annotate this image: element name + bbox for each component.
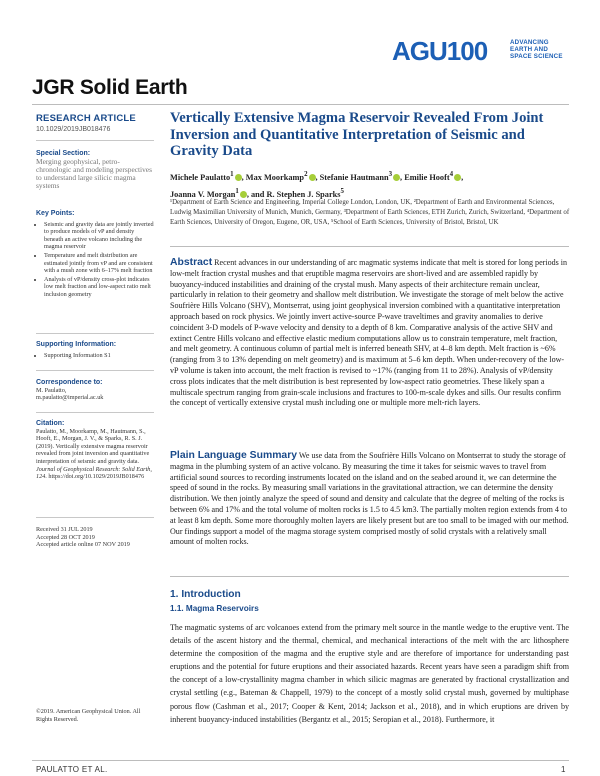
key-points [36, 210, 154, 300]
affiliation-divider [170, 246, 569, 247]
author-name: R. Stephen J. Sparks [266, 189, 341, 199]
copyright-notice: ©2019. American Geophysical Union. All Rights Reserved. [36, 708, 141, 723]
sidebar-divider [36, 140, 154, 141]
article-type: RESEARCH ARTICLE [36, 113, 136, 124]
article-doi[interactable]: 10.1029/2019JB018476 [36, 126, 111, 133]
footer-running-head: PAULATTO ET AL. [36, 765, 108, 774]
author-name: Joanna V. Morgan [170, 189, 236, 199]
key-points-heading: Key Points: [36, 210, 75, 217]
sidebar-divider [36, 370, 154, 371]
supporting-information [36, 341, 154, 360]
special-section [36, 150, 154, 190]
agu-logo-mark: AGU100 [392, 36, 488, 66]
article-title: Vertically Extensive Magma Reservoir Revealed From Joint Inversion and Quantitative Interpretation of Seismic and Gravity Data [170, 110, 544, 160]
journal-name: JGR Solid Earth [32, 76, 188, 99]
author-name: Michele Paulatto [170, 172, 231, 182]
article-dates [36, 526, 154, 549]
author-name: Emilie Hooft [404, 172, 450, 182]
abstract-heading: Abstract [170, 257, 213, 268]
supporting-link[interactable]: • Supporting Information S1 [44, 352, 154, 360]
citation-heading: Citation: [36, 420, 65, 427]
special-section-heading: Special Section: [36, 150, 91, 157]
supporting-heading: Supporting Information: [36, 341, 117, 348]
correspondence [36, 379, 154, 402]
citation-text: Paulatto, M., Moorkamp, M., Hautmann, S., Hooft, E., Morgan, J. V., & Sparks, R. S. J. (2019). Vertically extensive magma reservoir revealed from joint inversion and quantitative interpretation of seismic and gravity data. Journal of Geophysical Research: Solid Earth, 124. https://doi.org/10.1029/2019JB018476 [36, 427, 152, 481]
author-name: Max Moorkamp [245, 172, 305, 182]
key-point-item: • Temperature and melt distribution are estimated jointly from vP and are consistent with a mush zone with 6–17% melt fraction [44, 252, 154, 275]
author-name: Stefanie Hautmann [319, 172, 389, 182]
agu100-logo [392, 30, 574, 66]
affiliations: ¹Department of Earth Science and Engineering, Imperial College London, London, UK, ²Department of Earth and Environmental Sciences, Ludwig Maximilian University of Munich, Munich, Germany, ³Department of Earth Sciences, ETH Zurich, Zurich, Switzerland, ⁴Department of Earth Sciences, University of Oregon, Eugene, OR, USA, ⁵School of Earth Sciences, University of Bristol, Bristol, UK [170, 199, 570, 226]
orcid-icon[interactable] [309, 174, 316, 181]
plain-language-text: We use data from the Soufrière Hills Volcano on Montserrat to study the storage of magma in the plumbing system of an active volcano. By measuring the time it takes for seismic waves to travel from artificial sound sources to recording instruments located on the island and on the seabed around it, we can determine the speed of sound in the rocks. By measuring small variations in the gravitational attraction, we can determine the density distribution. We then jointly analyze the speed of sound and density and calculate that the degree of melting of the rocks is between 6% and 17% and the total volume of molten rocks is 1.5 to 4.5 km3. The partially molten region extends from 4 to at least 8 km depth. Some more thoroughly molten layers are likely present but are too small to be imaged with our method. Our findings support a model of the magma storage system comprised mostly of solid crystals with a relatively small amount of molten rocks. [170, 451, 569, 547]
correspondence-email[interactable]: m.paulatto@imperial.ac.uk [36, 394, 104, 402]
footer-divider [32, 760, 569, 761]
orcid-icon[interactable] [240, 191, 247, 198]
plain-language-summary [170, 451, 569, 548]
page-number: 1 [561, 765, 566, 774]
date-received: Received 31 JUL 2019 [36, 526, 93, 533]
correspondence-name: M. Paulatto, [36, 386, 67, 394]
agu-logo-tagline: ADVANCING EARTH AND SPACE SCIENCE [510, 39, 563, 60]
citation [36, 420, 154, 481]
key-point-item: • Seismic and gravity data are jointly inverted to produce models of vP and density beneath an active volcano including the magma reservoir [44, 221, 154, 251]
abstract [170, 258, 569, 409]
author-list: Michele Paulatto$^1$ , Max Moorkamp$^2$ , Stefanie Hautmann$^3$ , Emilie Hooft$^4$ , Joanna V. Morgan$^1$ , and R. Stephen J. Sparks$^5$ [170, 171, 464, 199]
orcid-icon[interactable] [393, 174, 400, 181]
sidebar-divider [36, 517, 154, 518]
abstract-text: Recent advances in our understanding of arc magmatic systems indicate that melt is stored for long periods in low-melt fraction crystal mushes and that eruptible magma reservoirs are short-lived and are assembled rapidly by buoyancy-induced instabilities and draining of the crystal mush. Many aspects of their architecture remain unclear, particularly in relation to their geometry and shallow melt distribution. We investigate the storage of melt below the active Soufrière Hills Volcano (SHV), Montserrat, using joint geophysical inversion combined with a quantitative interpretation approach based on rock physics. We jointly invert active-source P-wave traveltimes and gravity anomalies to derive coincident 3-D models of P-wave velocity and density to a depth of 8 km. Comparative analysis of the active SHV and extinct Centre Hills volcano and effective elastic medium computations allow us to constrain temperature, melt fraction, and melt geometry. A continuous column of partial melt is inferred beneath SHV, at 4–8 km depth. Melt fraction is ~6% (ranging from 3 to 13% depending on melt geometry) and is maximum at 5–6 km depth. When under-recovery of the low-vP volume is taken into account, the melt fraction is revised to ~17% (ranging from 11 to 28%). Analysis of vP/density cross plots indicates that the melt distribution is best represented by low-aspect ratio geometries. These likely span a multiscale spectrum ranging from grain-scale inclusions and fractures to 100-m-scale dykes and sills. Our results confirm the concept of vertically extensive crystal mush including one or multiple more melt-rich layers. [170, 258, 568, 408]
subsection-heading: 1.1. Magma Reservoirs [170, 604, 259, 613]
orcid-icon[interactable] [235, 174, 242, 181]
date-accepted: Accepted 28 OCT 2019 [36, 533, 95, 541]
orcid-icon[interactable] [454, 174, 461, 181]
section-heading: 1. Introduction [170, 589, 241, 600]
plain-language-heading: Plain Language Summary [170, 450, 298, 461]
key-point-item: • Analysis of vP/density cross-plot indicates low melt fraction and low-aspect ratio melt inclusion geometry [44, 276, 154, 299]
body-divider [170, 576, 569, 577]
sidebar-divider [36, 333, 154, 334]
special-section-text: Merging geophysical, petro-chronologic and modeling perspectives to understand large silicic magma systems [36, 156, 152, 191]
date-online: Accepted article online 07 NOV 2019 [36, 541, 130, 549]
header-divider [32, 104, 569, 105]
body-paragraph: The magmatic systems of arc volcanoes extend from the primary melt source in the mantle wedge to the eruptive vent. The details of the ascent history and the thermal, chemical, and mechanical interactions of the melt with the arc lithosphere determine the composition of the magma and the eruptive style and are therefore of importance for understanding past eruptions and the potential for future eruptions and their associated hazards. Recent years have seen a paradigm shift from the concept of a low-crystallinity magma chamber in which silicic magmas are generated by fractional crystallization and crystal settling (e.g., Bateman & Chappell, 1979) to the concept of a mostly solid crystal mush, governed by multiphase porous flow (Cashman et al., 2017; Cooper & Kent, 2014; Jackson et al., 2018), and in which eruptions are driven by inherent buoyancy-induced instabilities (Bergantz et al., 2015; Seropian et al., 2018). Furthermore, it [170, 623, 569, 724]
correspondence-heading: Correspondence to: [36, 379, 103, 386]
sidebar-divider [36, 412, 154, 413]
